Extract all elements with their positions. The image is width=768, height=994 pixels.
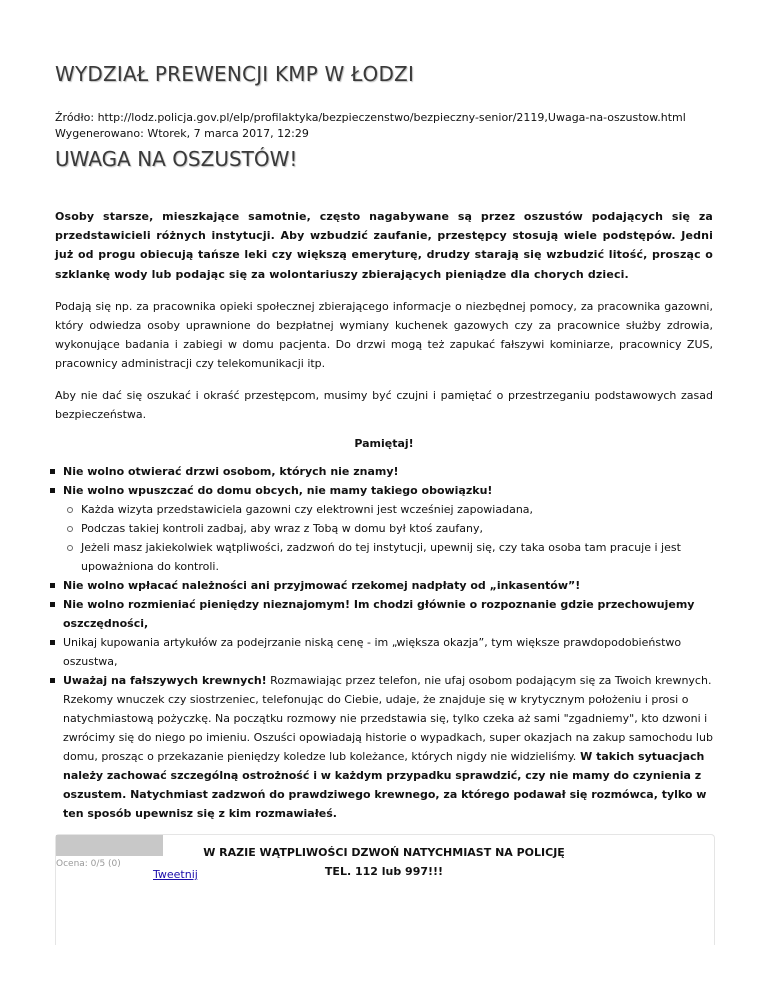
article-title: UWAGA NA OSZUSTÓW! bbox=[55, 147, 298, 171]
rule-bold: Uważaj na fałszywych krewnych! bbox=[63, 674, 267, 688]
rule-text: Nie wolno wpuszczać do domu obcych, nie mamy takiego obowiązku! bbox=[63, 484, 493, 498]
list-item bbox=[55, 481, 713, 576]
sub-list bbox=[63, 500, 713, 576]
rule-text: Rozmawiając przez telefon, nie ufaj osobom podającym się za Twoich krewnych. Rzekomy wnuczek czy siostrzeniec, telefonując do Ciebie, udaje, że znajduje się w krytycznym położeniu i prosi o natychmiastową pożyczkę. Na początku rozmowy nie przedstawia się, tylko czeka aż sami "zgadniemy", kto dzwoni i zwrócimy się do niego po imieniu. Oszuści opowiadają historie o wypadkach, super okazjach na zakup samochodu lub domu, prosząc o przekazanie pieniędzy koledze lub koleżance, których nigdy nie widzieliśmy. bbox=[63, 674, 713, 764]
list-item bbox=[55, 671, 713, 823]
rating-box bbox=[55, 834, 715, 945]
article-content bbox=[55, 207, 713, 881]
list-item: Nie wolno rozmieniać pieniędzy nieznajomym! Im chodzi głównie o rozpoznanie gdzie przechowujemy oszczędności, bbox=[55, 595, 713, 633]
sub-list-item: Jeżeli masz jakiekolwiek wątpliwości, zadzwoń do tej instytucji, upewnij się, czy taka osoba tam pracuje i jest upoważniona do kontroli. bbox=[63, 538, 713, 576]
list-item: Nie wolno otwierać drzwi osobom, których nie znamy! bbox=[55, 462, 713, 481]
rule-bold-end: W takich sytuacjach należy zachować szczególną ostrożność i w każdym przypadku sprawdzić, czy nie mamy do czynienia z oszustem. Natychmiast zadzwoń do prawdziwego krewnego, za którego podawał się rozmówca, tylko w ten sposób upewnisz się z kim rozmawiałeś. bbox=[63, 750, 707, 821]
article-lead: Osoby starsze, mieszkające samotnie, często nagabywane są przez oszustów podających się za przedstawicieli różnych instytucji. Aby wzbudzić zaufanie, przestępcy stosują wiele podstępów. Jedni już od progu obiecują tańsze leki czy większą emeryturę, drudzy starają się wzbudzić litość, prosząc o szklankę wody lub podając się za wolontariuszy zbierających pieniądze dla chorych dzieci. bbox=[55, 210, 713, 281]
remember-heading: Pamiętaj! bbox=[354, 437, 414, 451]
site-title: WYDZIAŁ PREWENCJI KMP W ŁODZI bbox=[55, 62, 415, 86]
rules-list bbox=[55, 462, 713, 823]
list-item: Unikaj kupowania artykułów za podejrzanie niską cenę - im „większa okazja”, tym większe prawdopodobieństwo oszustwa, bbox=[55, 633, 713, 671]
source-url: Źródło: http://lodz.policja.gov.pl/elp/profilaktyka/bezpieczenstwo/bezpieczny-senior/2119,Uwaga-na-oszustow.html bbox=[55, 111, 686, 124]
generated-date: Wygenerowano: Wtorek, 7 marca 2017, 12:29 bbox=[55, 127, 309, 140]
rating-bar[interactable] bbox=[56, 835, 163, 856]
document-meta bbox=[55, 110, 686, 142]
warning-phone: TEL. 112 lub 997!!! bbox=[324, 865, 444, 879]
sub-list-item: Każda wizyta przedstawiciela gazowni czy elektrowni jest wcześniej zapowiadana, bbox=[63, 500, 713, 519]
article-paragraph: Podają się np. za pracownika opieki społecznej zbierającego informacje o niezbędnej pomocy, za pracownika gazowni, który odwiedza osoby uprawnione do bezpłatnej wymiany kuchenek gazowych czy za pracownice służby zdrowia, wykonujące badania i zabiegi w domu pacjenta. Do drzwi mogą też zapukać fałszywi kominiarze, pracownicy ZUS, pracownicy administracji czy telekomunikacji itp. bbox=[55, 299, 713, 371]
tweet-link[interactable]: Tweetnij bbox=[153, 868, 198, 881]
article-paragraph: Aby nie dać się oszukać i okraść przestępcom, musimy być czujni i pamiętać o przestrzeganiu podstawowych zasad bezpieczeństwa. bbox=[55, 388, 713, 421]
rating-text: Ocena: 0/5 (0) bbox=[56, 859, 121, 869]
sub-list-item: Podczas takiej kontroli zadbaj, aby wraz z Tobą w domu był ktoś zaufany, bbox=[63, 519, 713, 538]
list-item: Nie wolno wpłacać należności ani przyjmować rzekomej nadpłaty od „inkasentów”! bbox=[55, 576, 713, 595]
warning-line: W RAZIE WĄTPLIWOŚCI DZWOŃ NATYCHMIAST NA POLICJĘ bbox=[203, 846, 565, 860]
